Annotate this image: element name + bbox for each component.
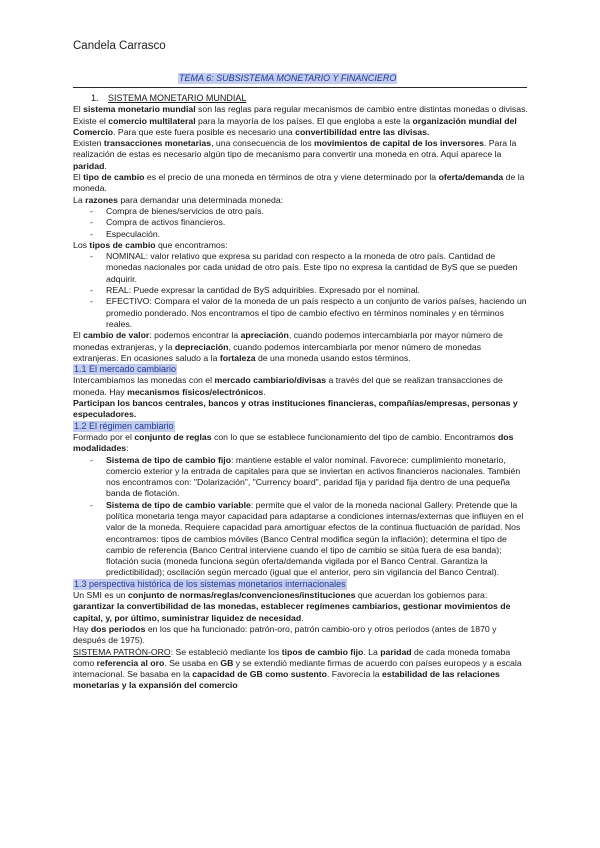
paragraph: Existe el comercio multilateral para la mayoría de los países. El que engloba a este la organización mundial del Comercio. Para que este fuera posible es necesario una convertibilidad entre las divisas. — [73, 115, 517, 137]
paragraph: Un SMI es un conjunto de normas/reglas/convenciones/instituciones que acuerdan los gobiernos para: garantizar la convertibilidad de las monedas, establecer regímenes cambiarios, gestionar movimientos de capital, y, por último, suministrar liquidez de necesidad. — [73, 590, 511, 623]
paragraph: Existen transacciones monetarias, una consecuencia de los movimientos de capital de los inversores. Para la realización de estas es necesario algún tipo de mecanismo para convertir una moneda en otra. Aquí aparece la paridad. — [73, 138, 517, 171]
exchange-types-list — [73, 251, 528, 330]
list-item: - Compra de bienes/servicios de otro país. — [90, 206, 528, 217]
paragraph: Participan los bancos centrales, bancos y otras instituciones financieras, compañías/empresas, personas y especuladores. — [73, 398, 518, 420]
section-heading-1: 1. SISTEMA MONETARIO MUNDIAL — [91, 93, 247, 103]
list-item: - Compra de activos financieros. — [90, 217, 528, 228]
list-item: - NOMINAL: valor relativo que expresa su paridad con respecto a la moneda de otro país. Cantidad de monedas nacionales por cada unidad de otro país. Este tipo no expresa la cantidad de ByS que se pueden adquirir. — [90, 251, 528, 285]
section-heading-1-2: 1.2 El régimen cambiario — [74, 420, 174, 431]
reasons-list — [73, 206, 528, 240]
list-item: - Especulación. — [90, 229, 528, 240]
regimes-list — [73, 455, 528, 579]
paragraph: El tipo de cambio es el precio de una moneda en términos de otra y viene determinado por la oferta/demanda de la moneda. — [73, 172, 525, 194]
paragraph: El sistema monetario mundial son las reglas para regular mecanismos de cambio entre distintas monedas o divisas. — [73, 104, 528, 115]
paragraph: SISTEMA PATRÓN-ORO: Se estableció mediante los tipos de cambio fijo. La paridad de cada moneda tomaba como referencia al oro. Se usaba en GB y se extendió mediante firmas de acuerdo con países europeos y a escala internacional. Se basaba en la capacidad de GB como sustento. Favorecía la estabilidad de las relaciones monetarias y la expansión del comercio — [73, 646, 522, 691]
paragraph: Formado por el conjunto de reglas con lo que se establece funcionamiento del tipo de cambio. Encontramos dos modalidades: — [73, 431, 514, 454]
section-heading-1-1: 1.1 El mercado cambiario — [74, 364, 177, 375]
list-item: - Sistema de tipo de cambio variable: permite que el valor de la moneda nacional Gallery. Pretende que la política monetaria tenga mayor capacidad para adaptarse a condiciones internas/externas que influyen en el valor de la moneda. Requiere capacidad para amortiguar efectos de la continua fluctuación de paridad. Nos encontramos: tipos de cambios móviles (Banco Central modifica según la inflación); determina el tipo de cambio de referencia (Banco Central interviene cuando el tipo de cambio se sitúa fuera de esa banda); flotación sucia (moneda funciona según oferta/demanda vigilada por el Banco Central. Garantiza la predictibilidad); oscilación según mercado (igual que el anterior, pero sin vigilancia del Banco Central). — [90, 500, 528, 579]
title-divider — [73, 87, 527, 88]
list-item: - EFECTIVO: Compara el valor de la moneda de un país respecto a un conjunto de varios países, haciendo un promedio ponderado. Nos encontramos el tipo de cambio efectivo en términos nominales y en términos reales. — [90, 296, 528, 330]
paragraph: Los tipos de cambio que encontramos: — [73, 239, 228, 250]
paragraph: Hay dos periodos en los que ha funcionado: patrón-oro, patrón cambio-oro y otros periodos (antes de 1870 y después de 1975). — [73, 623, 497, 646]
list-item: - Sistema de tipo de cambio fijo: mantiene estable el valor nominal. Favorece: cumplimiento monetario, comercio exterior y la entrada de capitales para que se inviertan en activos financieros nacionales. También nos encontramos con: "Dolarización", "Currency board", paridad fija y paridad fija dentro de una pequeña banda de flotación. — [90, 455, 528, 500]
document-title: TEMA 6: SUBSISTEMA MONETARIO Y FINANCIERO — [179, 73, 397, 83]
section-heading-1-3: 1.3 perspectiva histórica de los sistemas monetarios internacionales — [74, 578, 346, 589]
list-item: - REAL: Puede expresar la cantidad de ByS adquiribles. Expresado por el nominal. — [90, 285, 528, 296]
paragraph: El cambio de valor: podemos encontrar la apreciación, cuando podemos intercambiarla por mayor número de monedas extranjeras, y la depreciación, cuando podemos intercambiarla por menor número de monedas extranjeras. En ocasiones saludo a la fortaleza de una moneda usando estos términos. — [73, 330, 503, 363]
author-name: Candela Carrasco — [73, 40, 166, 52]
document-body — [73, 93, 528, 692]
paragraph: Intercambiamos las monedas con el mercado cambiario/divisas a través del que se realizan transacciones de moneda. Hay mecanismos físicos/electrónicos. — [73, 375, 503, 397]
paragraph: La razones para demandar una determinada moneda: — [73, 194, 284, 205]
